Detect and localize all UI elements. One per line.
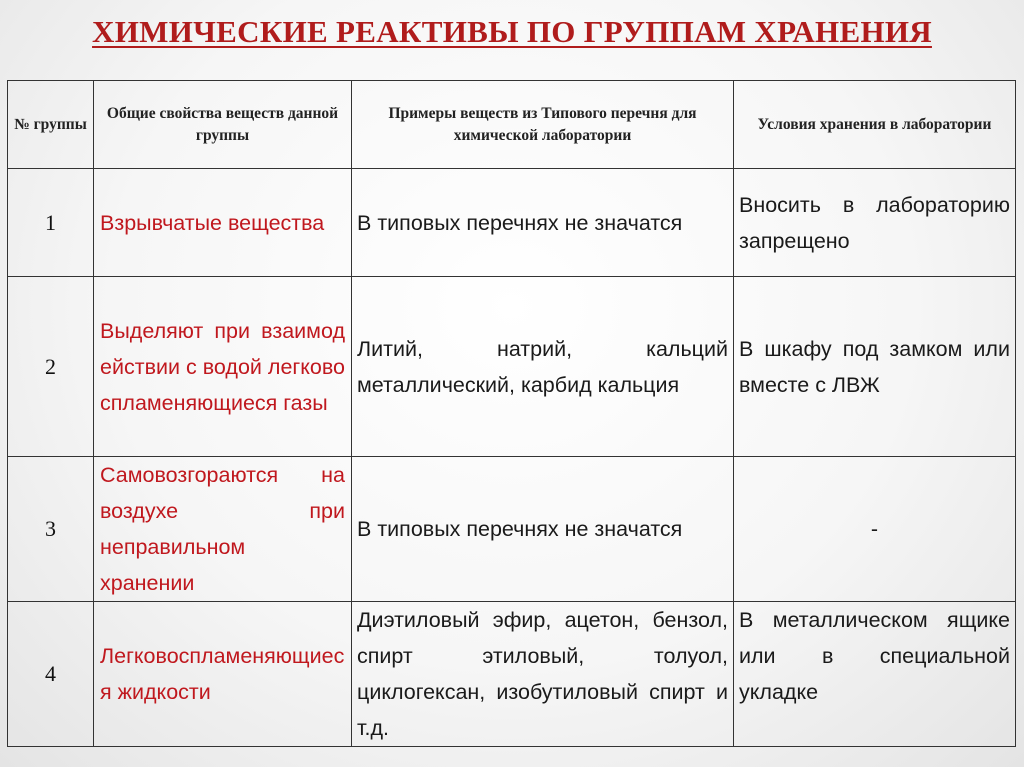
- group-properties: Взрывчатые вещества: [94, 169, 352, 277]
- table-row: [8, 457, 1016, 602]
- group-conditions: В шкафу под замком или вместе с ЛВЖ: [734, 277, 1016, 457]
- group-examples: В типовых перечнях не значатся: [352, 169, 734, 277]
- storage-groups-table: [7, 80, 1016, 747]
- group-properties: Самовозгораются на воздухе при неправильном хранении: [94, 457, 352, 602]
- table-row: [8, 169, 1016, 277]
- header-examples: Примеры веществ из Типового перечня для химической лаборатории: [352, 81, 734, 169]
- header-group-number: № группы: [8, 81, 94, 169]
- page-title: ХИМИЧЕСКИЕ РЕАКТИВЫ ПО ГРУППАМ ХРАНЕНИЯ: [92, 14, 932, 49]
- group-number: 4: [8, 602, 94, 747]
- group-conditions: Вносить в лабораторию запрещено: [734, 169, 1016, 277]
- group-properties: Выделяют при взаимодействии с водой легковоспламеняющиеся газы: [94, 277, 352, 457]
- group-examples: В типовых перечнях не значатся: [352, 457, 734, 602]
- header-properties: Общие свойства веществ данной группы: [94, 81, 352, 169]
- group-conditions: В металлическом ящике или в специальной укладке: [734, 602, 1016, 747]
- table-row: [8, 277, 1016, 457]
- group-number: 2: [8, 277, 94, 457]
- group-number: 1: [8, 169, 94, 277]
- group-conditions: -: [734, 457, 1016, 602]
- table-row: [8, 602, 1016, 747]
- header-conditions: Условия хранения в лаборатории: [734, 81, 1016, 169]
- group-examples: Диэтиловый эфир, ацетон, бензол, спирт этиловый, толуол, циклогексан, изобутиловый спирт и т.д.: [352, 602, 734, 747]
- group-properties: Легковоспламеняющиеся жидкости: [94, 602, 352, 747]
- table-header-row: [8, 81, 1016, 169]
- group-number: 3: [8, 457, 94, 602]
- group-examples: Литий, натрий, кальций металлический, карбид кальция: [352, 277, 734, 457]
